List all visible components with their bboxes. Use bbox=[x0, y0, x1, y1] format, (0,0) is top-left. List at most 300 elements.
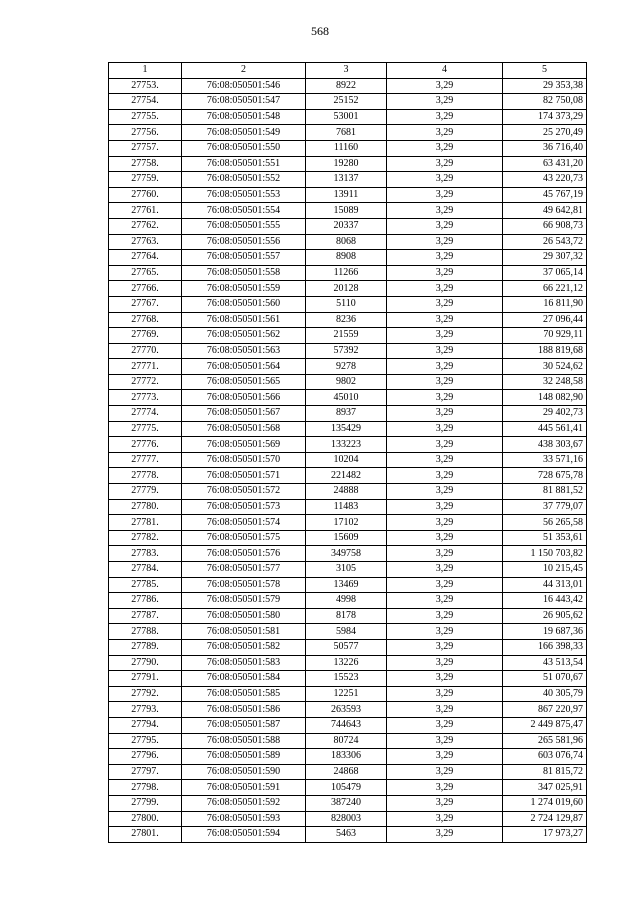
rate-cell: 3,29 bbox=[387, 702, 503, 718]
area-cell: 133223 bbox=[306, 437, 387, 453]
table-row bbox=[109, 484, 587, 500]
table-row bbox=[109, 795, 587, 811]
table-row bbox=[109, 250, 587, 266]
rate-cell: 3,29 bbox=[387, 265, 503, 281]
row-number-cell: 27782. bbox=[109, 530, 182, 546]
row-number-cell: 27755. bbox=[109, 109, 182, 125]
table-row bbox=[109, 343, 587, 359]
amount-cell: 37 779,07 bbox=[503, 499, 587, 515]
area-cell: 5463 bbox=[306, 827, 387, 843]
amount-cell: 347 025,91 bbox=[503, 780, 587, 796]
amount-cell: 438 303,67 bbox=[503, 437, 587, 453]
row-number-cell: 27795. bbox=[109, 733, 182, 749]
row-number-cell: 27777. bbox=[109, 452, 182, 468]
row-number-cell: 27753. bbox=[109, 78, 182, 94]
cadastral-number-cell: 76:08:050501:550 bbox=[182, 140, 306, 156]
amount-cell: 49 642,81 bbox=[503, 203, 587, 219]
rate-cell: 3,29 bbox=[387, 764, 503, 780]
row-number-cell: 27763. bbox=[109, 234, 182, 250]
rate-cell: 3,29 bbox=[387, 203, 503, 219]
table-row bbox=[109, 265, 587, 281]
rate-cell: 3,29 bbox=[387, 515, 503, 531]
table-row bbox=[109, 234, 587, 250]
table-row bbox=[109, 468, 587, 484]
amount-cell: 32 248,58 bbox=[503, 374, 587, 390]
area-cell: 11266 bbox=[306, 265, 387, 281]
rate-cell: 3,29 bbox=[387, 343, 503, 359]
amount-cell: 26 543,72 bbox=[503, 234, 587, 250]
amount-cell: 16 443,42 bbox=[503, 593, 587, 609]
table-row bbox=[109, 733, 587, 749]
table-row bbox=[109, 94, 587, 110]
column-header: 4 bbox=[387, 63, 503, 79]
table-row bbox=[109, 281, 587, 297]
table-body bbox=[109, 78, 587, 842]
area-cell: 15523 bbox=[306, 671, 387, 687]
table-row bbox=[109, 172, 587, 188]
column-header: 5 bbox=[503, 63, 587, 79]
area-cell: 8922 bbox=[306, 78, 387, 94]
cadastral-number-cell: 76:08:050501:549 bbox=[182, 125, 306, 141]
cadastral-number-cell: 76:08:050501:547 bbox=[182, 94, 306, 110]
area-cell: 9802 bbox=[306, 374, 387, 390]
cadastral-number-cell: 76:08:050501:576 bbox=[182, 546, 306, 562]
cadastral-number-cell: 76:08:050501:569 bbox=[182, 437, 306, 453]
rate-cell: 3,29 bbox=[387, 717, 503, 733]
column-header: 2 bbox=[182, 63, 306, 79]
row-number-cell: 27762. bbox=[109, 218, 182, 234]
column-header: 3 bbox=[306, 63, 387, 79]
rate-cell: 3,29 bbox=[387, 468, 503, 484]
rate-cell: 3,29 bbox=[387, 109, 503, 125]
rate-cell: 3,29 bbox=[387, 749, 503, 765]
row-number-cell: 27780. bbox=[109, 499, 182, 515]
rate-cell: 3,29 bbox=[387, 94, 503, 110]
area-cell: 105479 bbox=[306, 780, 387, 796]
amount-cell: 728 675,78 bbox=[503, 468, 587, 484]
cadastral-number-cell: 76:08:050501:591 bbox=[182, 780, 306, 796]
table-row bbox=[109, 686, 587, 702]
rate-cell: 3,29 bbox=[387, 312, 503, 328]
table-row bbox=[109, 811, 587, 827]
area-cell: 3105 bbox=[306, 562, 387, 578]
cadastral-number-cell: 76:08:050501:563 bbox=[182, 343, 306, 359]
table-row bbox=[109, 125, 587, 141]
cadastral-number-cell: 76:08:050501:572 bbox=[182, 484, 306, 500]
rate-cell: 3,29 bbox=[387, 639, 503, 655]
amount-cell: 81 881,52 bbox=[503, 484, 587, 500]
rate-cell: 3,29 bbox=[387, 452, 503, 468]
amount-cell: 29 307,32 bbox=[503, 250, 587, 266]
cadastral-number-cell: 76:08:050501:589 bbox=[182, 749, 306, 765]
row-number-cell: 27768. bbox=[109, 312, 182, 328]
amount-cell: 174 373,29 bbox=[503, 109, 587, 125]
area-cell: 80724 bbox=[306, 733, 387, 749]
area-cell: 8236 bbox=[306, 312, 387, 328]
cadastral-number-cell: 76:08:050501:586 bbox=[182, 702, 306, 718]
area-cell: 20128 bbox=[306, 281, 387, 297]
amount-cell: 51 353,61 bbox=[503, 530, 587, 546]
area-cell: 263593 bbox=[306, 702, 387, 718]
amount-cell: 63 431,20 bbox=[503, 156, 587, 172]
area-cell: 12251 bbox=[306, 686, 387, 702]
rate-cell: 3,29 bbox=[387, 484, 503, 500]
table-row bbox=[109, 390, 587, 406]
table-row bbox=[109, 562, 587, 578]
area-cell: 15609 bbox=[306, 530, 387, 546]
rate-cell: 3,29 bbox=[387, 328, 503, 344]
table-row bbox=[109, 312, 587, 328]
table-row bbox=[109, 156, 587, 172]
amount-cell: 66 221,12 bbox=[503, 281, 587, 297]
area-cell: 11483 bbox=[306, 499, 387, 515]
area-cell: 45010 bbox=[306, 390, 387, 406]
area-cell: 387240 bbox=[306, 795, 387, 811]
cadastral-number-cell: 76:08:050501:562 bbox=[182, 328, 306, 344]
rate-cell: 3,29 bbox=[387, 234, 503, 250]
table-row bbox=[109, 218, 587, 234]
cadastral-number-cell: 76:08:050501:584 bbox=[182, 671, 306, 687]
area-cell: 4998 bbox=[306, 593, 387, 609]
table-row bbox=[109, 328, 587, 344]
area-cell: 10204 bbox=[306, 452, 387, 468]
row-number-cell: 27787. bbox=[109, 608, 182, 624]
rate-cell: 3,29 bbox=[387, 655, 503, 671]
amount-cell: 43 513,54 bbox=[503, 655, 587, 671]
area-cell: 135429 bbox=[306, 421, 387, 437]
cadastral-number-cell: 76:08:050501:551 bbox=[182, 156, 306, 172]
table-row bbox=[109, 437, 587, 453]
row-number-cell: 27764. bbox=[109, 250, 182, 266]
cadastral-number-cell: 76:08:050501:587 bbox=[182, 717, 306, 733]
cadastral-number-cell: 76:08:050501:566 bbox=[182, 390, 306, 406]
amount-cell: 445 561,41 bbox=[503, 421, 587, 437]
rate-cell: 3,29 bbox=[387, 546, 503, 562]
cadastral-number-cell: 76:08:050501:555 bbox=[182, 218, 306, 234]
amount-cell: 33 571,16 bbox=[503, 452, 587, 468]
table-row bbox=[109, 624, 587, 640]
row-number-cell: 27766. bbox=[109, 281, 182, 297]
row-number-cell: 27785. bbox=[109, 577, 182, 593]
amount-cell: 81 815,72 bbox=[503, 764, 587, 780]
row-number-cell: 27786. bbox=[109, 593, 182, 609]
amount-cell: 82 750,08 bbox=[503, 94, 587, 110]
cadastral-number-cell: 76:08:050501:583 bbox=[182, 655, 306, 671]
table-row bbox=[109, 608, 587, 624]
cadastral-number-cell: 76:08:050501:565 bbox=[182, 374, 306, 390]
rate-cell: 3,29 bbox=[387, 296, 503, 312]
row-number-cell: 27792. bbox=[109, 686, 182, 702]
row-number-cell: 27773. bbox=[109, 390, 182, 406]
area-cell: 8908 bbox=[306, 250, 387, 266]
rate-cell: 3,29 bbox=[387, 156, 503, 172]
row-number-cell: 27774. bbox=[109, 406, 182, 422]
area-cell: 828003 bbox=[306, 811, 387, 827]
table-row bbox=[109, 515, 587, 531]
rate-cell: 3,29 bbox=[387, 172, 503, 188]
row-number-cell: 27757. bbox=[109, 140, 182, 156]
rate-cell: 3,29 bbox=[387, 780, 503, 796]
area-cell: 11160 bbox=[306, 140, 387, 156]
table-row bbox=[109, 421, 587, 437]
area-cell: 183306 bbox=[306, 749, 387, 765]
rate-cell: 3,29 bbox=[387, 577, 503, 593]
row-number-cell: 27801. bbox=[109, 827, 182, 843]
cadastral-number-cell: 76:08:050501:548 bbox=[182, 109, 306, 125]
amount-cell: 29 402,73 bbox=[503, 406, 587, 422]
amount-cell: 51 070,67 bbox=[503, 671, 587, 687]
row-number-cell: 27794. bbox=[109, 717, 182, 733]
table-row bbox=[109, 406, 587, 422]
rate-cell: 3,29 bbox=[387, 733, 503, 749]
amount-cell: 17 973,27 bbox=[503, 827, 587, 843]
table-row bbox=[109, 717, 587, 733]
amount-cell: 25 270,49 bbox=[503, 125, 587, 141]
amount-cell: 45 767,19 bbox=[503, 187, 587, 203]
row-number-cell: 27798. bbox=[109, 780, 182, 796]
rate-cell: 3,29 bbox=[387, 359, 503, 375]
area-cell: 8937 bbox=[306, 406, 387, 422]
rate-cell: 3,29 bbox=[387, 421, 503, 437]
area-cell: 5110 bbox=[306, 296, 387, 312]
area-cell: 15089 bbox=[306, 203, 387, 219]
rate-cell: 3,29 bbox=[387, 437, 503, 453]
rate-cell: 3,29 bbox=[387, 624, 503, 640]
amount-cell: 1 150 703,82 bbox=[503, 546, 587, 562]
cadastral-table bbox=[108, 62, 587, 843]
row-number-cell: 27791. bbox=[109, 671, 182, 687]
cadastral-number-cell: 76:08:050501:577 bbox=[182, 562, 306, 578]
rate-cell: 3,29 bbox=[387, 686, 503, 702]
rate-cell: 3,29 bbox=[387, 374, 503, 390]
row-number-cell: 27769. bbox=[109, 328, 182, 344]
amount-cell: 40 305,79 bbox=[503, 686, 587, 702]
cadastral-number-cell: 76:08:050501:594 bbox=[182, 827, 306, 843]
area-cell: 50577 bbox=[306, 639, 387, 655]
row-number-cell: 27758. bbox=[109, 156, 182, 172]
row-number-cell: 27789. bbox=[109, 639, 182, 655]
row-number-cell: 27796. bbox=[109, 749, 182, 765]
table-row bbox=[109, 827, 587, 843]
row-number-cell: 27784. bbox=[109, 562, 182, 578]
area-cell: 8068 bbox=[306, 234, 387, 250]
amount-cell: 29 353,38 bbox=[503, 78, 587, 94]
area-cell: 13137 bbox=[306, 172, 387, 188]
area-cell: 25152 bbox=[306, 94, 387, 110]
rate-cell: 3,29 bbox=[387, 499, 503, 515]
row-number-cell: 27797. bbox=[109, 764, 182, 780]
table-row bbox=[109, 140, 587, 156]
cadastral-number-cell: 76:08:050501:567 bbox=[182, 406, 306, 422]
row-number-cell: 27760. bbox=[109, 187, 182, 203]
cadastral-number-cell: 76:08:050501:558 bbox=[182, 265, 306, 281]
table-row bbox=[109, 359, 587, 375]
row-number-cell: 27759. bbox=[109, 172, 182, 188]
table-row bbox=[109, 452, 587, 468]
table-row bbox=[109, 639, 587, 655]
rate-cell: 3,29 bbox=[387, 187, 503, 203]
area-cell: 13469 bbox=[306, 577, 387, 593]
amount-cell: 265 581,96 bbox=[503, 733, 587, 749]
rate-cell: 3,29 bbox=[387, 78, 503, 94]
cadastral-number-cell: 76:08:050501:582 bbox=[182, 639, 306, 655]
rate-cell: 3,29 bbox=[387, 250, 503, 266]
rate-cell: 3,29 bbox=[387, 827, 503, 843]
row-number-cell: 27790. bbox=[109, 655, 182, 671]
table-row bbox=[109, 203, 587, 219]
rate-cell: 3,29 bbox=[387, 406, 503, 422]
amount-cell: 26 905,62 bbox=[503, 608, 587, 624]
rate-cell: 3,29 bbox=[387, 390, 503, 406]
cadastral-number-cell: 76:08:050501:568 bbox=[182, 421, 306, 437]
rate-cell: 3,29 bbox=[387, 811, 503, 827]
amount-cell: 19 687,36 bbox=[503, 624, 587, 640]
rate-cell: 3,29 bbox=[387, 671, 503, 687]
cadastral-number-cell: 76:08:050501:554 bbox=[182, 203, 306, 219]
area-cell: 9278 bbox=[306, 359, 387, 375]
cadastral-number-cell: 76:08:050501:573 bbox=[182, 499, 306, 515]
amount-cell: 603 076,74 bbox=[503, 749, 587, 765]
table-row bbox=[109, 530, 587, 546]
rate-cell: 3,29 bbox=[387, 608, 503, 624]
rate-cell: 3,29 bbox=[387, 593, 503, 609]
table-row bbox=[109, 187, 587, 203]
row-number-cell: 27788. bbox=[109, 624, 182, 640]
cadastral-number-cell: 76:08:050501:571 bbox=[182, 468, 306, 484]
table-row bbox=[109, 546, 587, 562]
table-row bbox=[109, 78, 587, 94]
cadastral-number-cell: 76:08:050501:588 bbox=[182, 733, 306, 749]
amount-cell: 43 220,73 bbox=[503, 172, 587, 188]
cadastral-number-cell: 76:08:050501:553 bbox=[182, 187, 306, 203]
cadastral-number-cell: 76:08:050501:560 bbox=[182, 296, 306, 312]
row-number-cell: 27799. bbox=[109, 795, 182, 811]
row-number-cell: 27756. bbox=[109, 125, 182, 141]
amount-cell: 44 313,01 bbox=[503, 577, 587, 593]
row-number-cell: 27754. bbox=[109, 94, 182, 110]
area-cell: 19280 bbox=[306, 156, 387, 172]
table-row bbox=[109, 109, 587, 125]
row-number-cell: 27781. bbox=[109, 515, 182, 531]
table-row bbox=[109, 655, 587, 671]
page-number: 568 bbox=[311, 24, 329, 38]
amount-cell: 166 398,33 bbox=[503, 639, 587, 655]
area-cell: 53001 bbox=[306, 109, 387, 125]
amount-cell: 1 274 019,60 bbox=[503, 795, 587, 811]
amount-cell: 66 908,73 bbox=[503, 218, 587, 234]
row-number-cell: 27761. bbox=[109, 203, 182, 219]
cadastral-number-cell: 76:08:050501:578 bbox=[182, 577, 306, 593]
row-number-cell: 27783. bbox=[109, 546, 182, 562]
amount-cell: 867 220,97 bbox=[503, 702, 587, 718]
cadastral-number-cell: 76:08:050501:592 bbox=[182, 795, 306, 811]
rate-cell: 3,29 bbox=[387, 125, 503, 141]
row-number-cell: 27772. bbox=[109, 374, 182, 390]
area-cell: 17102 bbox=[306, 515, 387, 531]
table-row bbox=[109, 499, 587, 515]
amount-cell: 27 096,44 bbox=[503, 312, 587, 328]
area-cell: 349758 bbox=[306, 546, 387, 562]
table-row bbox=[109, 577, 587, 593]
row-number-cell: 27778. bbox=[109, 468, 182, 484]
area-cell: 13911 bbox=[306, 187, 387, 203]
row-number-cell: 27767. bbox=[109, 296, 182, 312]
cadastral-number-cell: 76:08:050501:556 bbox=[182, 234, 306, 250]
row-number-cell: 27800. bbox=[109, 811, 182, 827]
area-cell: 7681 bbox=[306, 125, 387, 141]
amount-cell: 2 449 875,47 bbox=[503, 717, 587, 733]
area-cell: 8178 bbox=[306, 608, 387, 624]
table-row bbox=[109, 671, 587, 687]
row-number-cell: 27775. bbox=[109, 421, 182, 437]
table-row bbox=[109, 780, 587, 796]
table-row bbox=[109, 749, 587, 765]
cadastral-number-cell: 76:08:050501:570 bbox=[182, 452, 306, 468]
row-number-cell: 27765. bbox=[109, 265, 182, 281]
area-cell: 24888 bbox=[306, 484, 387, 500]
cadastral-number-cell: 76:08:050501:590 bbox=[182, 764, 306, 780]
row-number-cell: 27776. bbox=[109, 437, 182, 453]
table-row bbox=[109, 702, 587, 718]
area-cell: 20337 bbox=[306, 218, 387, 234]
cadastral-number-cell: 76:08:050501:579 bbox=[182, 593, 306, 609]
cadastral-number-cell: 76:08:050501:561 bbox=[182, 312, 306, 328]
amount-cell: 56 265,58 bbox=[503, 515, 587, 531]
rate-cell: 3,29 bbox=[387, 795, 503, 811]
table-row bbox=[109, 764, 587, 780]
column-header: 1 bbox=[109, 63, 182, 79]
area-cell: 21559 bbox=[306, 328, 387, 344]
rate-cell: 3,29 bbox=[387, 281, 503, 297]
amount-cell: 70 929,11 bbox=[503, 328, 587, 344]
amount-cell: 10 215,45 bbox=[503, 562, 587, 578]
amount-cell: 148 082,90 bbox=[503, 390, 587, 406]
area-cell: 744643 bbox=[306, 717, 387, 733]
area-cell: 221482 bbox=[306, 468, 387, 484]
cadastral-number-cell: 76:08:050501:552 bbox=[182, 172, 306, 188]
amount-cell: 37 065,14 bbox=[503, 265, 587, 281]
cadastral-number-cell: 76:08:050501:593 bbox=[182, 811, 306, 827]
cadastral-number-cell: 76:08:050501:546 bbox=[182, 78, 306, 94]
table-row bbox=[109, 296, 587, 312]
rate-cell: 3,29 bbox=[387, 218, 503, 234]
area-cell: 57392 bbox=[306, 343, 387, 359]
amount-cell: 30 524,62 bbox=[503, 359, 587, 375]
amount-cell: 2 724 129,87 bbox=[503, 811, 587, 827]
rate-cell: 3,29 bbox=[387, 562, 503, 578]
rate-cell: 3,29 bbox=[387, 140, 503, 156]
amount-cell: 16 811,90 bbox=[503, 296, 587, 312]
row-number-cell: 27771. bbox=[109, 359, 182, 375]
cadastral-number-cell: 76:08:050501:575 bbox=[182, 530, 306, 546]
area-cell: 24868 bbox=[306, 764, 387, 780]
table-header-row bbox=[109, 63, 587, 79]
cadastral-number-cell: 76:08:050501:559 bbox=[182, 281, 306, 297]
cadastral-number-cell: 76:08:050501:585 bbox=[182, 686, 306, 702]
amount-cell: 36 716,40 bbox=[503, 140, 587, 156]
row-number-cell: 27770. bbox=[109, 343, 182, 359]
cadastral-number-cell: 76:08:050501:557 bbox=[182, 250, 306, 266]
cadastral-number-cell: 76:08:050501:574 bbox=[182, 515, 306, 531]
table-row bbox=[109, 593, 587, 609]
area-cell: 5984 bbox=[306, 624, 387, 640]
table-row bbox=[109, 374, 587, 390]
cadastral-number-cell: 76:08:050501:581 bbox=[182, 624, 306, 640]
amount-cell: 188 819,68 bbox=[503, 343, 587, 359]
row-number-cell: 27779. bbox=[109, 484, 182, 500]
cadastral-number-cell: 76:08:050501:580 bbox=[182, 608, 306, 624]
row-number-cell: 27793. bbox=[109, 702, 182, 718]
